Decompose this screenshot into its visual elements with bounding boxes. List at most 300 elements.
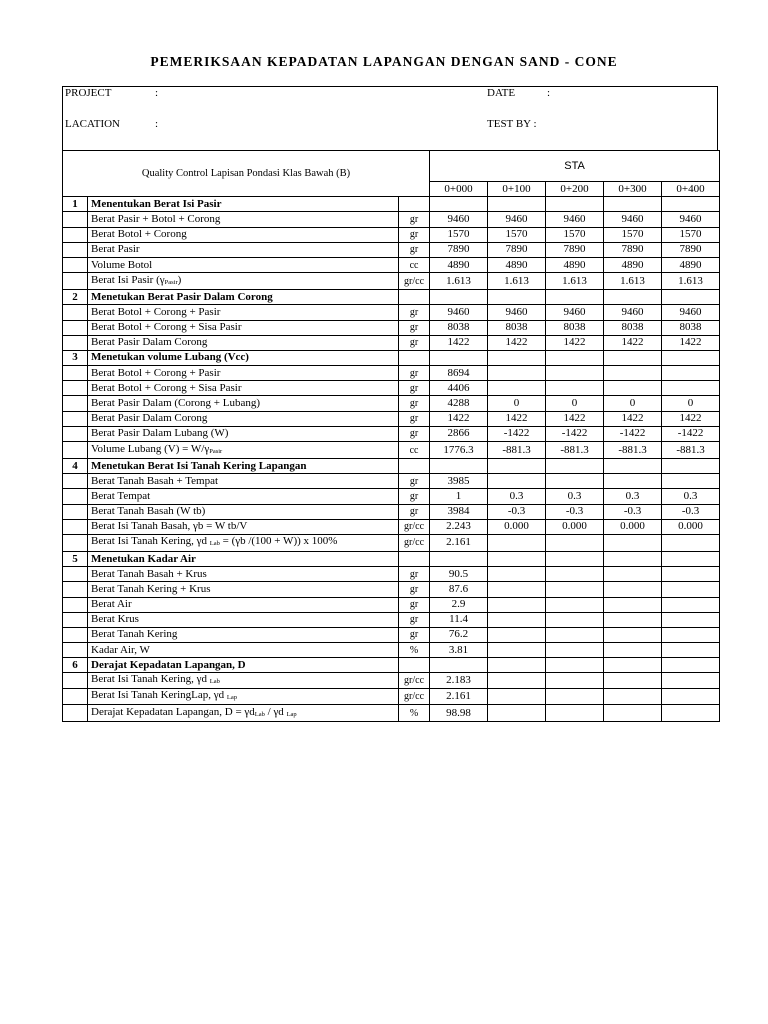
row-label: Berat Tempat [88, 489, 399, 504]
table-row [63, 227, 720, 242]
value-cell: -881.3 [488, 442, 546, 459]
row-unit: gr [399, 504, 430, 519]
value-cell: 1.613 [604, 273, 662, 290]
table-row [63, 597, 720, 612]
empty-cell [63, 442, 88, 459]
row-unit: cc [399, 257, 430, 272]
empty-cell [63, 534, 88, 551]
row-label: Berat Tanah Basah + Krus [88, 567, 399, 582]
station-header: 0+100 [488, 182, 546, 197]
row-label: Berat Tanah Kering [88, 627, 399, 642]
value-cell [662, 612, 720, 627]
row-label: Berat Isi Tanah Kering, γd Lab [88, 673, 399, 689]
value-cell: 2866 [430, 426, 488, 441]
sta-header: STA [430, 151, 720, 182]
table-row [63, 705, 720, 722]
row-unit: gr [399, 320, 430, 335]
row-label: Kadar Air, W [88, 643, 399, 658]
section-number: 1 [63, 197, 88, 212]
value-cell: 1570 [488, 227, 546, 242]
row-label: Berat Pasir [88, 242, 399, 257]
empty-cell [63, 612, 88, 627]
project-label: PROJECT [65, 87, 112, 99]
empty-cell [488, 290, 546, 305]
value-cell: 2.243 [430, 519, 488, 534]
value-cell: 90.5 [430, 567, 488, 582]
value-cell: 8038 [662, 320, 720, 335]
row-unit: gr/cc [399, 689, 430, 705]
value-cell: 2.161 [430, 689, 488, 705]
value-cell [488, 567, 546, 582]
date-colon: : [547, 87, 551, 99]
value-cell: 87.6 [430, 582, 488, 597]
value-cell [604, 582, 662, 597]
value-cell [662, 689, 720, 705]
table-row [63, 627, 720, 642]
row-unit: gr [399, 335, 430, 350]
row-unit: gr/cc [399, 519, 430, 534]
row-unit: cc [399, 442, 430, 459]
empty-cell [63, 705, 88, 722]
row-unit: gr [399, 396, 430, 411]
value-cell: 1422 [604, 411, 662, 426]
table-row [63, 689, 720, 705]
value-cell: 2.183 [430, 673, 488, 689]
row-unit: gr [399, 227, 430, 242]
empty-cell [63, 273, 88, 290]
value-cell: 7890 [546, 242, 604, 257]
value-cell [604, 612, 662, 627]
value-cell [488, 643, 546, 658]
value-cell [662, 597, 720, 612]
value-cell: 1570 [604, 227, 662, 242]
empty-cell [63, 305, 88, 320]
value-cell: 9460 [604, 212, 662, 227]
value-cell [604, 689, 662, 705]
empty-cell [488, 459, 546, 474]
section-row [63, 197, 720, 212]
testby-label: TEST BY : [487, 118, 537, 130]
value-cell [604, 597, 662, 612]
row-unit: gr [399, 212, 430, 227]
row-unit: gr [399, 597, 430, 612]
value-cell: 1422 [430, 411, 488, 426]
value-cell: -1422 [488, 426, 546, 441]
value-cell: 8694 [430, 366, 488, 381]
empty-cell [662, 551, 720, 566]
row-label: Berat Tanah Basah + Tempat [88, 474, 399, 489]
value-cell: -0.3 [604, 504, 662, 519]
value-cell [546, 627, 604, 642]
value-cell: 9460 [546, 305, 604, 320]
row-unit: gr [399, 426, 430, 441]
table-row [63, 320, 720, 335]
empty-cell [63, 519, 88, 534]
value-cell: 1570 [546, 227, 604, 242]
section-title: Menentukan Berat Isi Pasir [88, 197, 399, 212]
empty-cell [604, 459, 662, 474]
value-cell: -881.3 [604, 442, 662, 459]
value-cell: 1422 [430, 335, 488, 350]
empty-cell [63, 627, 88, 642]
row-unit: gr [399, 489, 430, 504]
row-unit: gr [399, 474, 430, 489]
empty-cell [488, 350, 546, 365]
value-cell [662, 705, 720, 722]
value-cell [662, 366, 720, 381]
value-cell [604, 643, 662, 658]
empty-cell [546, 350, 604, 365]
table-row [63, 643, 720, 658]
location-label: LACATION [65, 118, 120, 130]
value-cell [546, 474, 604, 489]
row-label: Volume Botol [88, 257, 399, 272]
section-row [63, 350, 720, 365]
value-cell: 0.000 [604, 519, 662, 534]
empty-cell [546, 551, 604, 566]
value-cell: 3984 [430, 504, 488, 519]
row-label: Berat Pasir Dalam Corong [88, 335, 399, 350]
value-cell [488, 612, 546, 627]
header-box [62, 86, 718, 150]
value-cell [662, 673, 720, 689]
row-label: Berat Botol + Corong [88, 227, 399, 242]
empty-cell [430, 197, 488, 212]
date-label: DATE [487, 87, 516, 99]
value-cell: 0.3 [604, 489, 662, 504]
value-cell [488, 705, 546, 722]
empty-cell [399, 350, 430, 365]
value-cell: 4890 [546, 257, 604, 272]
empty-cell [63, 597, 88, 612]
empty-cell [63, 567, 88, 582]
table-row [63, 242, 720, 257]
value-cell: 3985 [430, 474, 488, 489]
value-cell [488, 689, 546, 705]
table-row [63, 474, 720, 489]
table-row [63, 442, 720, 459]
value-cell: 9460 [430, 212, 488, 227]
table-row [63, 396, 720, 411]
value-cell: -1422 [546, 426, 604, 441]
empty-cell [604, 551, 662, 566]
row-label: Berat Isi Tanah Kering, γd Lab = (γb /(100 + W)) x 100% [88, 534, 399, 551]
value-cell: 4288 [430, 396, 488, 411]
row-unit: gr [399, 411, 430, 426]
value-cell: 1.613 [662, 273, 720, 290]
value-cell [488, 381, 546, 396]
value-cell: 9460 [488, 212, 546, 227]
value-cell: 11.4 [430, 612, 488, 627]
empty-cell [604, 197, 662, 212]
value-cell: 3.81 [430, 643, 488, 658]
value-cell [662, 582, 720, 597]
value-cell [488, 673, 546, 689]
row-unit: gr/cc [399, 673, 430, 689]
table-row [63, 426, 720, 441]
empty-cell [63, 242, 88, 257]
value-cell: 98.98 [430, 705, 488, 722]
table-row [63, 504, 720, 519]
section-number: 5 [63, 551, 88, 566]
row-unit: % [399, 705, 430, 722]
value-cell: 8038 [546, 320, 604, 335]
empty-cell [63, 411, 88, 426]
value-cell [546, 567, 604, 582]
row-unit: gr [399, 366, 430, 381]
qc-title: Quality Control Lapisan Pondasi Klas Bawah (B) [63, 151, 430, 197]
row-unit: % [399, 643, 430, 658]
table-row [63, 673, 720, 689]
empty-cell [430, 658, 488, 673]
value-cell [604, 366, 662, 381]
value-cell [546, 381, 604, 396]
row-unit: gr [399, 627, 430, 642]
value-cell: -1422 [662, 426, 720, 441]
station-header: 0+000 [430, 182, 488, 197]
row-label: Berat Air [88, 597, 399, 612]
value-cell: 0.000 [488, 519, 546, 534]
empty-cell [399, 551, 430, 566]
value-cell: 9460 [662, 212, 720, 227]
table-row [63, 212, 720, 227]
value-cell: 4406 [430, 381, 488, 396]
value-cell [546, 689, 604, 705]
row-label: Berat Isi Pasir (γPasir) [88, 273, 399, 290]
station-header: 0+300 [604, 182, 662, 197]
value-cell: 8038 [488, 320, 546, 335]
value-cell: 0.3 [662, 489, 720, 504]
value-cell: 9460 [488, 305, 546, 320]
row-label: Berat Tanah Kering + Krus [88, 582, 399, 597]
row-label: Berat Pasir Dalam Lubang (W) [88, 426, 399, 441]
value-cell [488, 582, 546, 597]
empty-cell [546, 658, 604, 673]
empty-cell [63, 257, 88, 272]
empty-cell [662, 350, 720, 365]
sand-cone-table [62, 150, 720, 722]
value-cell [488, 474, 546, 489]
project-colon: : [155, 87, 159, 99]
value-cell: 1570 [430, 227, 488, 242]
section-title: Menetukan volume Lubang (Vcc) [88, 350, 399, 365]
value-cell: 7890 [604, 242, 662, 257]
empty-cell [430, 350, 488, 365]
value-cell [604, 567, 662, 582]
empty-cell [604, 658, 662, 673]
value-cell [546, 673, 604, 689]
value-cell: 0 [662, 396, 720, 411]
value-cell [604, 381, 662, 396]
value-cell [488, 534, 546, 551]
value-cell [488, 627, 546, 642]
table-row [63, 534, 720, 551]
value-cell: 0.000 [662, 519, 720, 534]
value-cell: 1422 [604, 335, 662, 350]
value-cell: -881.3 [662, 442, 720, 459]
empty-cell [430, 551, 488, 566]
empty-cell [488, 197, 546, 212]
table-row [63, 411, 720, 426]
empty-cell [63, 335, 88, 350]
value-cell: 0.3 [546, 489, 604, 504]
value-cell: 1776.3 [430, 442, 488, 459]
row-label: Berat Tanah Basah (W tb) [88, 504, 399, 519]
row-unit: gr/cc [399, 534, 430, 551]
value-cell [662, 567, 720, 582]
table-row [63, 305, 720, 320]
value-cell: 7890 [430, 242, 488, 257]
row-label: Berat Isi Tanah Basah, γb = W tb/V [88, 519, 399, 534]
table-row [63, 335, 720, 350]
empty-cell [63, 227, 88, 242]
row-unit: gr/cc [399, 273, 430, 290]
empty-cell [546, 290, 604, 305]
value-cell [546, 366, 604, 381]
value-cell: -881.3 [546, 442, 604, 459]
value-cell [604, 627, 662, 642]
row-unit: gr [399, 567, 430, 582]
value-cell [662, 474, 720, 489]
value-cell [546, 612, 604, 627]
table-row [63, 567, 720, 582]
table-row [63, 489, 720, 504]
table-row [63, 273, 720, 290]
section-title: Menetukan Berat Pasir Dalam Corong [88, 290, 399, 305]
empty-cell [63, 320, 88, 335]
value-cell: -1422 [604, 426, 662, 441]
value-cell: 0.3 [488, 489, 546, 504]
value-cell [488, 597, 546, 612]
table-row [63, 582, 720, 597]
value-cell [488, 366, 546, 381]
value-cell: 0 [546, 396, 604, 411]
location-colon: : [155, 118, 159, 130]
empty-cell [63, 673, 88, 689]
value-cell [604, 705, 662, 722]
table-row [63, 519, 720, 534]
value-cell [662, 381, 720, 396]
empty-cell [488, 658, 546, 673]
value-cell: 8038 [604, 320, 662, 335]
row-label: Volume Lubang (V) = W/γPasir [88, 442, 399, 459]
row-label: Berat Botol + Corong + Sisa Pasir [88, 381, 399, 396]
empty-cell [662, 197, 720, 212]
value-cell [546, 643, 604, 658]
section-title: Derajat Kepadatan Lapangan, D [88, 658, 399, 673]
empty-cell [546, 459, 604, 474]
value-cell: 1570 [662, 227, 720, 242]
empty-cell [399, 290, 430, 305]
row-label: Berat Botol + Corong + Pasir [88, 305, 399, 320]
empty-cell [63, 689, 88, 705]
row-unit: gr [399, 582, 430, 597]
empty-cell [63, 212, 88, 227]
station-header: 0+400 [662, 182, 720, 197]
value-cell: 7890 [488, 242, 546, 257]
value-cell [662, 627, 720, 642]
section-row [63, 459, 720, 474]
empty-cell [63, 426, 88, 441]
station-header: 0+200 [546, 182, 604, 197]
section-number: 4 [63, 459, 88, 474]
empty-cell [63, 489, 88, 504]
table-row [63, 257, 720, 272]
value-cell: 1422 [488, 411, 546, 426]
value-cell: 2.161 [430, 534, 488, 551]
value-cell: 1422 [662, 411, 720, 426]
value-cell: 4890 [488, 257, 546, 272]
empty-cell [63, 474, 88, 489]
value-cell: 0.000 [546, 519, 604, 534]
value-cell: -0.3 [662, 504, 720, 519]
empty-cell [604, 290, 662, 305]
value-cell [546, 597, 604, 612]
row-label: Berat Pasir + Botol + Corong [88, 212, 399, 227]
row-unit: gr [399, 305, 430, 320]
section-row [63, 290, 720, 305]
section-number: 2 [63, 290, 88, 305]
value-cell: 9460 [604, 305, 662, 320]
value-cell [546, 534, 604, 551]
row-label: Berat Botol + Corong + Pasir [88, 366, 399, 381]
value-cell: 8038 [430, 320, 488, 335]
value-cell: 1422 [488, 335, 546, 350]
empty-cell [430, 459, 488, 474]
section-row [63, 658, 720, 673]
empty-cell [430, 290, 488, 305]
empty-cell [63, 366, 88, 381]
table-row [63, 381, 720, 396]
empty-cell [399, 197, 430, 212]
empty-cell [63, 504, 88, 519]
section-title: Menetukan Berat Isi Tanah Kering Lapangan [88, 459, 399, 474]
value-cell: 1.613 [488, 273, 546, 290]
value-cell: 1422 [546, 411, 604, 426]
empty-cell [662, 459, 720, 474]
value-cell: -0.3 [546, 504, 604, 519]
value-cell: -0.3 [488, 504, 546, 519]
empty-cell [63, 381, 88, 396]
row-label: Berat Isi Tanah KeringLap, γd Lap [88, 689, 399, 705]
section-title: Menetukan Kadar Air [88, 551, 399, 566]
empty-cell [63, 643, 88, 658]
value-cell [662, 643, 720, 658]
table-row [63, 366, 720, 381]
empty-cell [399, 459, 430, 474]
value-cell: 9460 [430, 305, 488, 320]
empty-cell [63, 396, 88, 411]
value-cell: 1422 [662, 335, 720, 350]
empty-cell [488, 551, 546, 566]
empty-cell [546, 197, 604, 212]
value-cell [546, 582, 604, 597]
value-cell: 7890 [662, 242, 720, 257]
value-cell: 76.2 [430, 627, 488, 642]
page-title: PEMERIKSAAN KEPADATAN LAPANGAN DENGAN SAND - CONE [150, 54, 618, 69]
value-cell [546, 705, 604, 722]
value-cell: 4890 [662, 257, 720, 272]
value-cell: 0 [488, 396, 546, 411]
value-cell: 1.613 [430, 273, 488, 290]
value-cell [604, 474, 662, 489]
empty-cell [662, 290, 720, 305]
empty-cell [63, 582, 88, 597]
value-cell: 4890 [430, 257, 488, 272]
section-number: 3 [63, 350, 88, 365]
value-cell [662, 534, 720, 551]
value-cell: 9460 [662, 305, 720, 320]
